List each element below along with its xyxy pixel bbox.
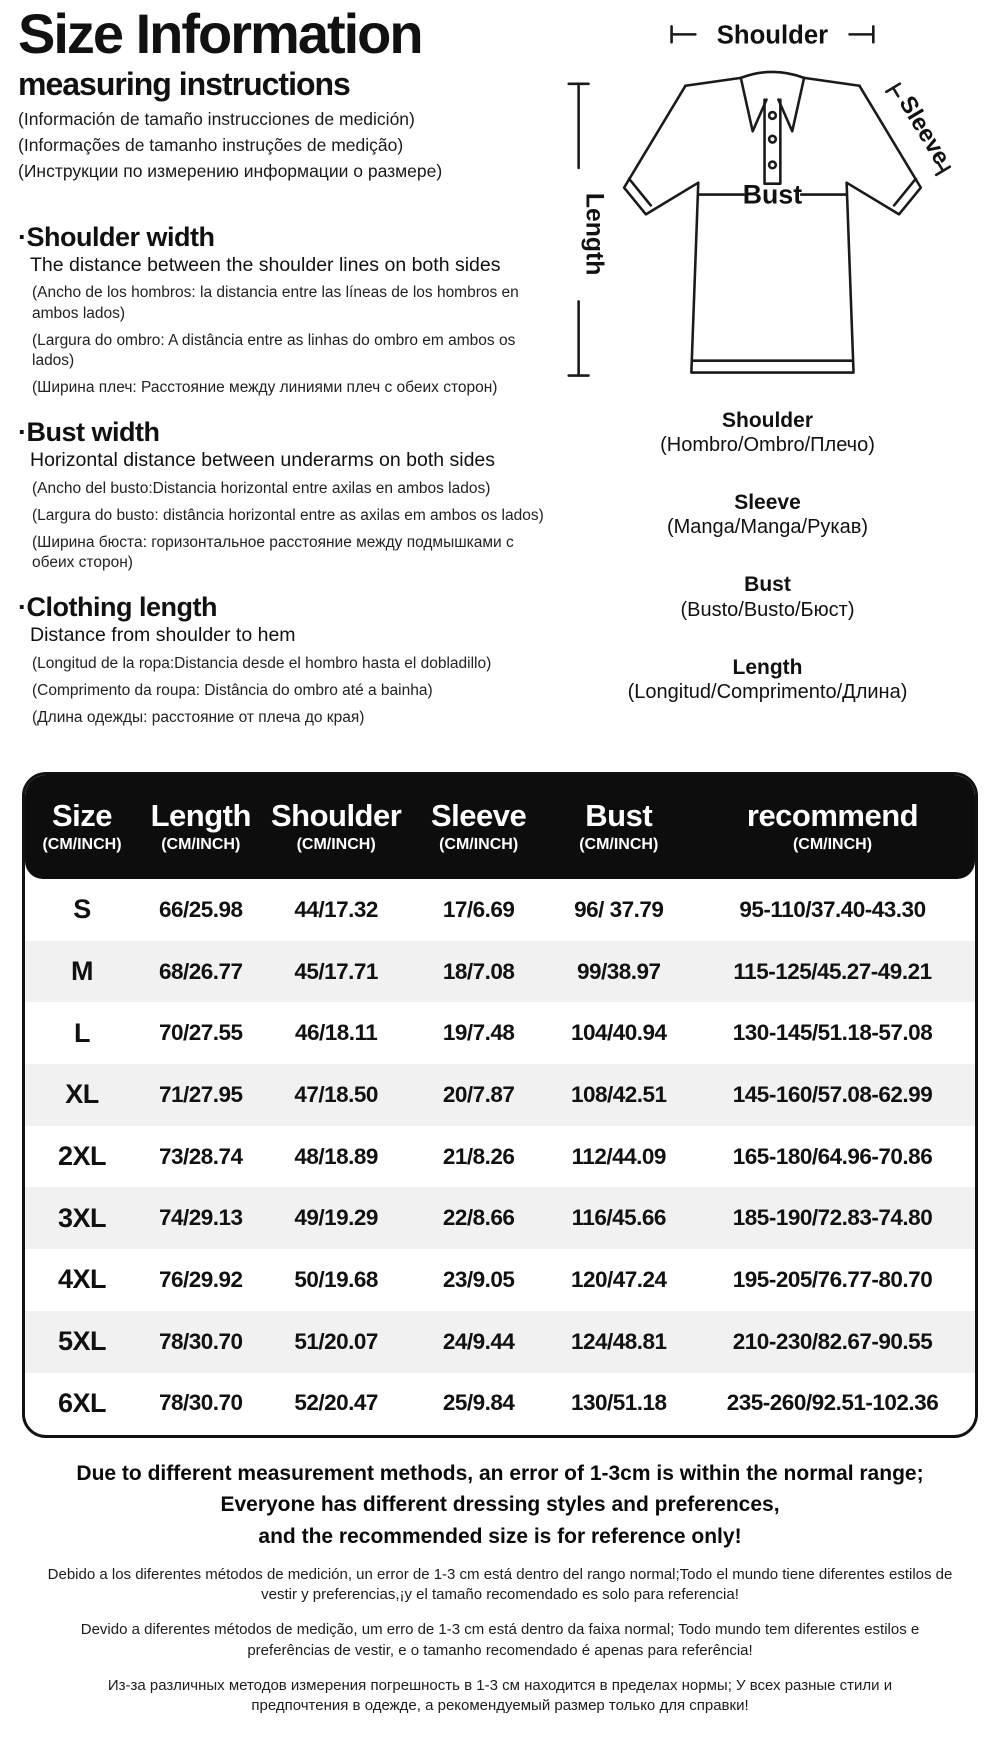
col-unit: (CM/INCH) [792,835,873,853]
cell-length: 76/29.92 [158,1266,243,1292]
legend-translations: (Manga/Manga/Рукав) [666,516,868,539]
section-trans-es: (Longitud de la ropa:Distancia desde el hombro hasta el dobladillo) [32,654,492,672]
cell-length: 73/28.74 [158,1143,243,1169]
section-trans-ru: (Ширина бюста: горизонтальное расстояние между подмышками с обеих сторон) [32,533,514,572]
table-row-5xl [25,1311,975,1373]
cell-shoulder: 52/20.47 [294,1390,378,1416]
section-trans-es: (Ancho de los hombros: la distancia entre las líneas de los hombros en ambos lados) [32,284,519,322]
legend-name: Sleeve [734,491,801,515]
section-heading [18,592,545,623]
legend-bust [545,572,990,621]
table-row-2xl [25,1126,975,1188]
section-clothing-length [18,592,545,728]
header [18,2,548,185]
cell-length: 71/27.95 [158,1081,243,1107]
cell-sleeve: 18/7.08 [442,958,515,984]
col-label: Shoulder [270,798,402,834]
cell-recommend: 165-180/64.96-70.86 [732,1143,933,1169]
section-trans-pt: (Largura do busto: distância horizontal entre as axilas em ambos os lados) [32,506,544,524]
col-unit: (CM/INCH) [42,835,122,853]
cell-recommend: 235-260/92.51-102.36 [726,1390,939,1416]
cell-recommend: 195-205/76.77-80.70 [732,1266,933,1292]
section-trans-ru: (Длина одежды: расстояние от плеча до края) [32,708,365,726]
diagram-label-bust: Bust [742,179,803,210]
cell-length: 74/29.13 [158,1205,243,1231]
cell-sleeve: 21/8.26 [442,1143,515,1169]
cell-sleeve: 25/9.84 [442,1390,515,1416]
cell-length: 78/30.70 [158,1390,243,1416]
cell-size: 2XL [57,1141,107,1172]
cell-length: 68/26.77 [158,958,243,984]
page-title: Size Information [18,2,422,65]
col-label: Size [51,798,113,834]
cell-sleeve: 17/6.69 [442,896,515,922]
cell-size: S [73,894,91,925]
subtitle-translation-ru: (Инструкции по измерению информации о размере) [18,160,443,181]
cell-sleeve: 19/7.48 [442,1020,515,1046]
disclaimer-en-line1: Due to different measurement methods, an error of 1-3cm is within the normal range; [76,1462,924,1485]
subtitle-translation-pt: (Informações de tamanho instruções de medição) [18,134,404,155]
size-table-body [25,879,975,1435]
cell-sleeve: 23/9.05 [442,1266,515,1292]
diagram-label-sleeve: Sleeve [893,91,955,170]
subtitle-translations [18,108,548,182]
bullet: · [18,222,27,252]
subtitle-translation-es: (Información de tamaño instrucciones de medición) [18,109,415,129]
disclaimer-pt: Devido a diferentes métodos de medição, um erro de 1-3 cm está dentro da faixa normal; Todo mundo tem diferentes estilos e preferências de vestir, e o tamanho recomendado é apenas para referência! [80,1621,920,1659]
legend-translations: (Busto/Busto/Бюст) [680,598,855,621]
section-heading [18,417,545,448]
section-title: Clothing length [26,592,217,623]
cell-bust: 120/47.24 [570,1266,667,1292]
legend-name: Shoulder [721,409,813,432]
col-label: Length [150,798,251,834]
cell-shoulder: 51/20.07 [294,1328,378,1354]
size-table-header [25,775,975,879]
section-desc: The distance between the shoulder lines on both sides [30,254,501,277]
cell-size: L [74,1017,90,1048]
col-length [139,800,263,854]
measure-legend [545,408,990,737]
cell-shoulder: 49/19.29 [294,1205,378,1231]
shirt-diagram [545,0,990,400]
diagram-label-shoulder: Shoulder [716,21,829,50]
disclaimer-en-line3: and the recommended size is for reference only! [258,1524,742,1548]
cell-shoulder: 44/17.32 [294,896,378,922]
legend-length [545,655,990,704]
legend-name: Bust [744,573,791,597]
table-row-m [25,941,975,1003]
cell-bust: 104/40.94 [570,1020,667,1046]
cell-shoulder: 47/18.50 [294,1081,378,1107]
cell-recommend: 130-145/51.18-57.08 [732,1020,933,1046]
col-sleeve [410,800,548,854]
section-heading [18,222,545,253]
cell-length: 66/25.98 [158,896,243,922]
cell-sleeve: 24/9.44 [442,1328,515,1354]
table-row-3xl [25,1187,975,1249]
section-title: Bust width [26,417,160,448]
cell-shoulder: 50/19.68 [294,1266,378,1292]
table-row-l [25,1002,975,1064]
col-unit: (CM/INCH) [296,835,376,853]
cell-length: 70/27.55 [158,1020,243,1046]
table-row-6xl [25,1373,975,1435]
section-title: Shoulder width [26,222,215,252]
cell-size: 6XL [57,1387,107,1418]
cell-bust: 112/44.09 [571,1143,666,1169]
section-trans-pt: (Comprimento da roupa: Distância do ombro até a bainha) [32,681,433,699]
col-bust [548,800,691,854]
cell-recommend: 210-230/82.67-90.55 [732,1328,933,1354]
cell-recommend: 185-190/72.83-74.80 [732,1205,933,1231]
legend-sleeve [545,490,990,539]
col-unit: (CM/INCH) [439,835,519,853]
col-label: recommend [746,798,919,834]
bullet: · [18,417,27,448]
col-label: Sleeve [430,798,527,834]
disclaimer-ru: Из-за различных методов измерения погрешность в 1-3 см находится в пределах нормы; У всех разные стили и предпочтения в одежде, а рекомендуемый размер только для справки! [107,1676,893,1715]
cell-shoulder: 48/18.89 [294,1143,378,1169]
bullet: · [18,592,27,623]
table-row-s [25,879,975,941]
cell-size: 4XL [57,1264,107,1295]
section-desc: Distance from shoulder to hem [30,624,296,647]
disclaimer-en-line2: Everyone has different dressing styles and preferences, [220,1493,780,1517]
cell-sleeve: 20/7.87 [442,1081,515,1107]
cell-bust: 99/38.97 [576,958,661,984]
col-shoulder [263,800,410,854]
disclaimer-es: Debido a los diferentes métodos de medición, un error de 1-3 cm está dentro del rango normal;Todo el mundo tiene diferentes estilos de vestir y preferencias,¡y el tamaño recomendado es solo para referencia! [47,1565,953,1604]
legend-name: Length [732,655,803,679]
cell-bust: 96/ 37.79 [574,896,664,922]
size-table [22,772,978,1438]
disclaimer-notes [0,1460,1000,1716]
col-recommend [690,800,975,854]
section-shoulder-width [18,222,545,398]
section-trans-ru: (Ширина плеч: Расстояние между линиями плеч с обеих сторон) [32,379,498,397]
table-row-4xl [25,1249,975,1311]
section-trans-pt: (Largura do ombro: A distância entre as linhas do ombro em ambos os lados) [32,331,516,369]
cell-bust: 116/45.66 [571,1205,666,1231]
cell-size: M [71,956,93,987]
cell-size: 5XL [57,1326,107,1357]
col-label: Bust [585,798,653,834]
cell-bust: 130/51.18 [570,1390,667,1416]
section-bust-width [18,417,545,573]
section-trans-es: (Ancho del busto:Distancia horizontal entre axilas en ambos lados) [32,479,491,497]
legend-translations: (Hombro/Ombro/Плечо) [660,434,875,457]
diagram-label-length: Length [580,192,608,276]
table-row-xl [25,1064,975,1126]
page-subtitle: measuring instructions [18,66,350,102]
cell-sleeve: 22/8.66 [442,1205,515,1231]
cell-shoulder: 46/18.11 [294,1020,378,1046]
col-size [25,800,139,854]
legend-translations: (Longitud/Comprimento/Длина) [627,680,908,703]
section-desc: Horizontal distance between underarms on both sides [30,449,496,472]
col-unit: (CM/INCH) [579,835,659,853]
cell-recommend: 145-160/57.08-62.99 [732,1081,933,1107]
polo-shirt-illustration [545,0,990,400]
cell-size: XL [65,1079,99,1110]
cell-shoulder: 45/17.71 [294,958,378,984]
disclaimer-en [0,1460,1000,1550]
col-unit: (CM/INCH) [161,835,241,853]
cell-bust: 124/48.81 [570,1328,667,1354]
cell-bust: 108/42.51 [570,1081,667,1107]
cell-size: 3XL [57,1202,107,1233]
cell-recommend: 95-110/37.40-43.30 [739,896,926,922]
cell-length: 78/30.70 [158,1328,243,1354]
measuring-sections [18,222,545,747]
cell-recommend: 115-125/45.27-49.21 [733,958,932,984]
legend-shoulder [545,408,990,457]
